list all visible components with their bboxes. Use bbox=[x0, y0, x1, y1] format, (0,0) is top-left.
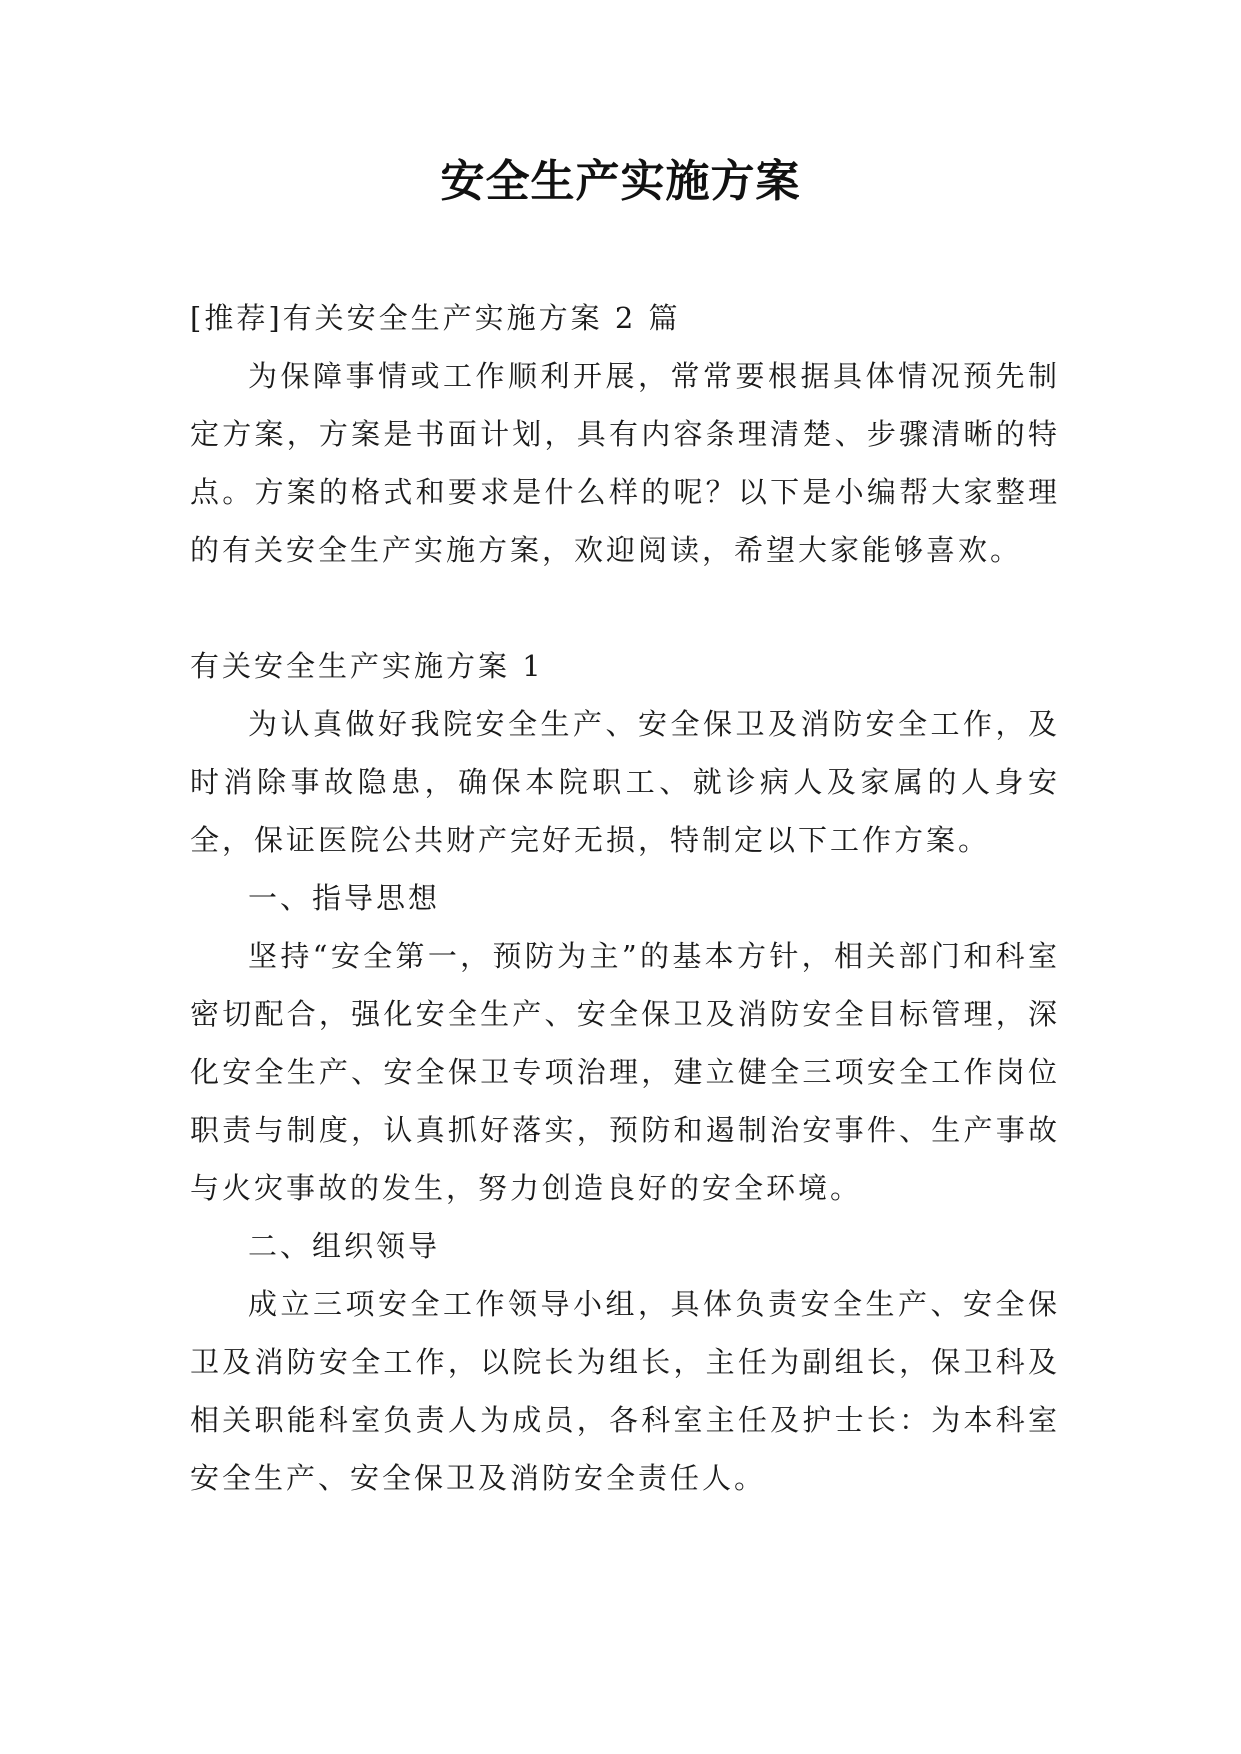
section-1-paragraph: 为认真做好我院安全生产、安全保卫及消防安全工作，及时消除事故隐患，确保本院职工、就诊病人及家属的人身安全，保证医院公共财产完好无损，特制定以下工作方案。 bbox=[190, 707, 1060, 857]
intro-paragraph: 为保障事情或工作顺利开展，常常要根据具体情况预先制定方案，方案是书面计划，具有内容条理清楚、步骤清晰的特点。方案的格式和要求是什么样的呢？以下是小编帮大家整理的有关安全生产实施方案，欢迎阅读，希望大家能够喜欢。 bbox=[190, 359, 1060, 567]
organization-heading: 二、组织领导 bbox=[248, 1229, 441, 1263]
organization-paragraph: 成立三项安全工作领导小组，具体负责安全生产、安全保卫及消防安全工作，以院长为组长，主任为副组长，保卫科及相关职能科室负责人为成员，各科室主任及护士长：为本科室安全生产、安全保卫及消防安全责任人。 bbox=[190, 1287, 1060, 1495]
guiding-thought-paragraph: 坚持“安全第一，预防为主”的基本方针，相关部门和科室密切配合，强化安全生产、安全保卫及消防安全目标管理，深化安全生产、安全保卫专项治理，建立健全三项安全工作岗位职责与制度，认真抓好落实，预防和遏制治安事件、生产事故与火灾事故的发生，努力创造良好的安全环境。 bbox=[190, 939, 1060, 1205]
document-subtitle: [推荐]有关安全生产实施方案 2 篇 bbox=[190, 301, 681, 335]
document-body bbox=[190, 289, 1060, 1507]
section-1-heading: 有关安全生产实施方案 1 bbox=[190, 649, 544, 683]
guiding-thought-heading: 一、指导思想 bbox=[248, 881, 441, 915]
document-title: 安全生产实施方案 bbox=[440, 156, 801, 207]
